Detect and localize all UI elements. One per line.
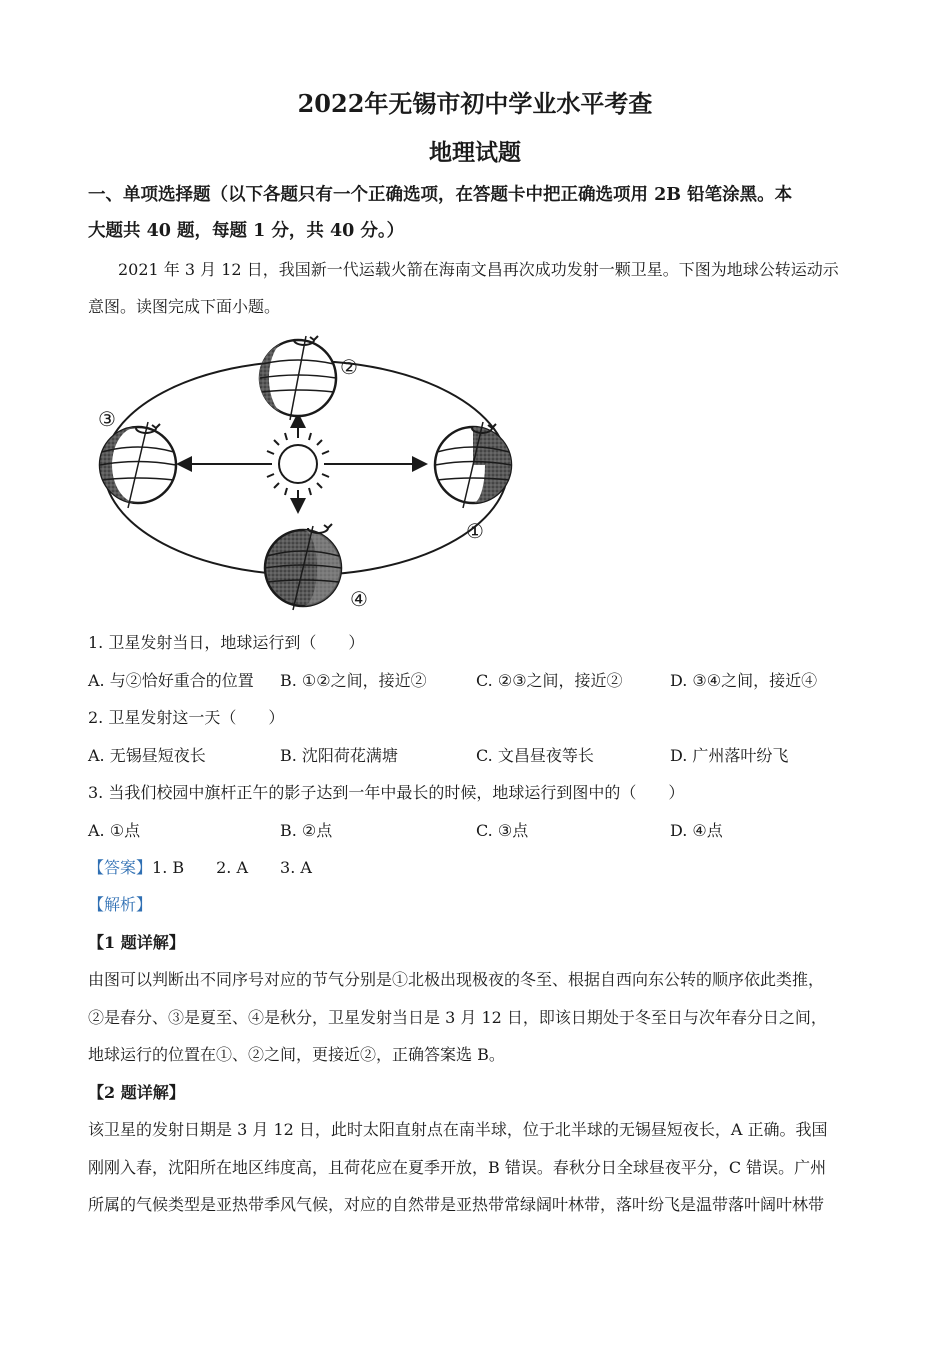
detail-1-line-1: 由图可以判断出不同序号对应的节气分别是①北极出现极夜的冬至、根据自西向东公转的顺序依此类推，: [88, 970, 825, 989]
question-2: 2. 卫星发射这一天（ ）: [88, 708, 285, 727]
sun-icon: [264, 430, 332, 498]
page-subtitle: 地理试题: [429, 139, 521, 166]
q3-option-c[interactable]: C. ③点: [476, 821, 529, 840]
answer-values: 1. B 2. A 3. A: [152, 858, 312, 877]
page-title: 2022年无锡市初中学业水平考查: [297, 89, 653, 118]
analysis-tag: 【解析】: [88, 895, 153, 914]
section-heading-line2: 大题共 40 题，每题 1 分，共 40 分。）: [88, 221, 405, 241]
detail-1-line-3: 地球运行的位置在①、②之间，更接近②，正确答案选 B。: [88, 1045, 505, 1064]
earth-globe-icon: [435, 422, 511, 508]
detail-1-line-2: ②是春分、③是夏至、④是秋分，卫星发射当日是 3 月 12 日，即该日期处于冬至日与次年春分日之间，: [88, 1008, 827, 1027]
q2-option-d[interactable]: D. 广州落叶纷飞: [670, 746, 789, 765]
q3-option-d[interactable]: D. ④点: [670, 821, 723, 840]
label-position-2: ②: [340, 355, 358, 379]
question-3: 3. 当我们校园中旗杆正午的影子达到一年中最长的时候，地球运行到图中的（ ）: [88, 783, 685, 802]
q2-option-c[interactable]: C. 文昌昼夜等长: [476, 746, 594, 765]
detail-2-heading: 【2 题详解】: [88, 1083, 185, 1102]
label-position-4: ④: [350, 587, 368, 611]
earth-globe-icon: [265, 526, 341, 610]
q1-option-a[interactable]: A. 与②恰好重合的位置: [88, 671, 254, 690]
answer-line: [88, 855, 312, 878]
label-position-3: ③: [98, 407, 116, 431]
q1-option-c[interactable]: C. ②③之间，接近②: [476, 671, 623, 690]
earth-globe-icon: [259, 336, 336, 420]
detail-2-line-3: 所属的气候类型是亚热带季风气候，对应的自然带是亚热带常绿阔叶林带，落叶纷飞是温带落叶阔叶林带: [88, 1195, 825, 1214]
earth-revolution-diagram: [88, 330, 528, 615]
q1-option-b[interactable]: B. ①②之间，接近②: [280, 671, 427, 690]
q3-option-a[interactable]: A. ①点: [88, 821, 141, 840]
question-stem-line1: 2021 年 3 月 12 日，我国新一代运载火箭在海南文昌再次成功发射一颗卫星。下图为地球公转运动示: [118, 260, 839, 279]
detail-2-line-1: 该卫星的发射日期是 3 月 12 日，此时太阳直射点在南半球，位于北半球的无锡昼短夜长，A 正确。我国: [88, 1120, 828, 1139]
q3-option-b[interactable]: B. ②点: [280, 821, 333, 840]
q2-option-b[interactable]: B. 沈阳荷花满塘: [280, 746, 398, 765]
q2-option-a[interactable]: A. 无锡昼短夜长: [88, 746, 206, 765]
question-1: 1. 卫星发射当日，地球运行到（ ）: [88, 633, 365, 652]
answer-tag: 【答案】: [88, 858, 153, 877]
detail-2-line-2: 刚刚入春，沈阳所在地区纬度高，且荷花应在夏季开放，B 错误。春秋分日全球昼夜平分，C 错误。广州: [88, 1158, 827, 1177]
detail-1-heading: 【1 题详解】: [88, 933, 185, 952]
question-stem-line2: 意图。读图完成下面小题。: [88, 297, 281, 316]
label-position-1: ①: [466, 519, 484, 543]
section-heading-line1: 一、单项选择题（以下各题只有一个正确选项，在答题卡中把正确选项用 2B 铅笔涂黑。本: [88, 185, 793, 205]
q1-option-d[interactable]: D. ③④之间，接近④: [670, 671, 818, 690]
rotation-arrow-icon: [308, 524, 332, 533]
